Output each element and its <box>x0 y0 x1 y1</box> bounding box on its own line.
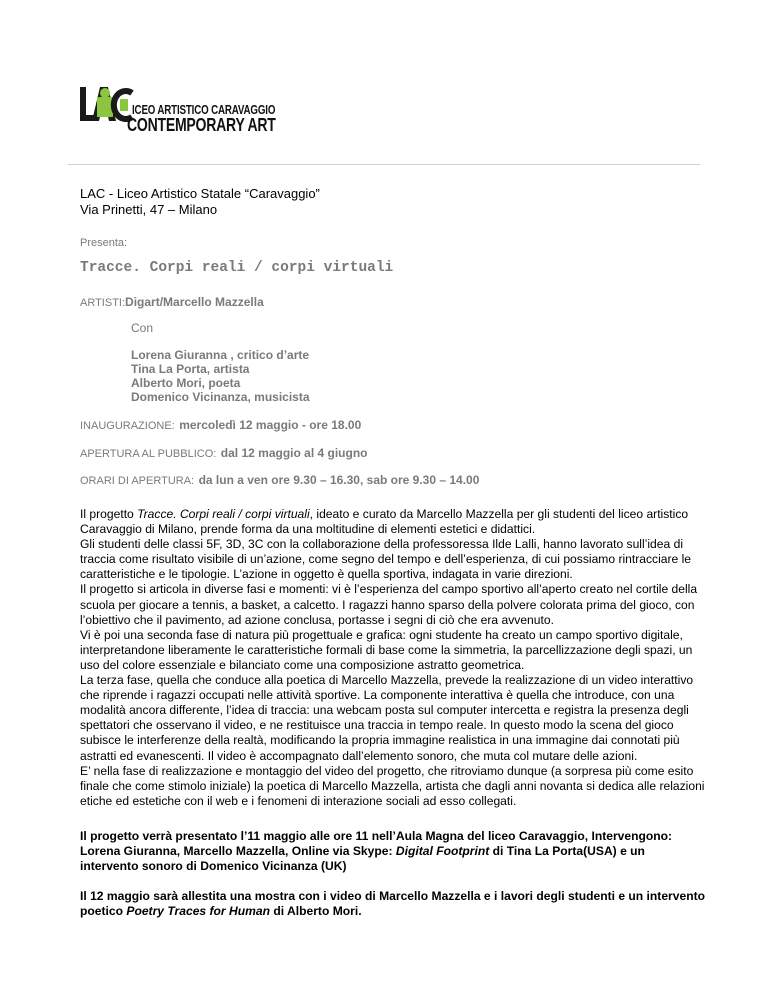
logo-text-line2: CONTEMPORARY ART <box>127 115 276 135</box>
apertura-label: APERTURA AL PUBBLICO: <box>80 448 217 460</box>
paragraph: Vi è poi una seconda fase di natura più progettuale e grafica: ogni studente ha creato un campo sportivo digitale, interpretandone liberamente le caratteristiche formali di base come la simmetria, la parcellizzazione degli spazi, un uso del colore essenziale e bilanciato come una composizione astratto geometrica. <box>80 627 693 672</box>
school-logo <box>80 83 276 153</box>
orari-value: da lun a ven ore 9.30 – 16.30, sab ore 9.30 – 14.00 <box>198 473 480 487</box>
orari-label: ORARI DI APERTURA: <box>80 475 195 487</box>
header-divider <box>68 164 700 165</box>
artist-item: Tina La Porta, artista <box>131 362 250 376</box>
lac-logo-mark <box>80 83 134 123</box>
paragraph: Il progetto si articola in diverse fasi e momenti: vi è l’esperienza del campo sportivo all’aperto creato nel cortile della scuola per giocare a tennis, a basket, a calcetto. I ragazzi hanno sparso della polvere colorata prima del gioco, con l’obiettivo che il pavimento, ad azione conclusa, portasse i segni di ciò che era avvenuto. <box>80 582 698 627</box>
school-name: LAC - Liceo Artistico Statale “Caravaggio” <box>80 186 320 201</box>
artist-item: Alberto Mori, poeta <box>131 376 241 390</box>
exhibition-title: Tracce. Corpi reali / corpi virtuali <box>80 260 394 276</box>
artists-row <box>80 293 264 311</box>
presentation-announcement: Il progetto verrà presentato l’11 maggio alle ore 11 nell’Aula Magna del liceo Caravaggio, Intervengono: Lorena Giuranna, Marcello Mazzella, Online via Skype: Digital Footprint di Tina La Porta(USA) e un intervento sonoro di Domenico Vicinanza (UK) <box>80 829 673 874</box>
exhibition-announcement: Il 12 maggio sarà allestita una mostra con i video di Marcello Mazzella e i lavori degli studenti e un intervento poetico Poetry Traces for Human di Alberto Mori. <box>80 889 706 919</box>
orari-row <box>80 471 479 489</box>
project-title-italic: Tracce. Corpi reali / corpi virtuali <box>137 507 310 521</box>
digital-footprint-title: Digital Footprint <box>395 844 490 859</box>
paragraph: Gli studenti delle classi 5F, 3D, 3C con la collaborazione della professoressa Ilde Lalli, hanno lavorato sull’idea di traccia come risultato visibile di un’azione, come segno del tempo e dell’esperienza, di cui possiamo rintracciare le caratteristiche e le tipologie. L’azione in oggetto è quella sportiva, indagata in varie direzioni. <box>80 537 692 582</box>
artists-main: Digart/Marcello Mazzella <box>125 295 264 309</box>
inaugurazione-row <box>80 416 361 434</box>
con-label: Con <box>131 321 154 335</box>
apertura-row <box>80 444 368 462</box>
poetry-traces-title: Poetry Traces for Human <box>126 904 270 919</box>
apertura-value: dal 12 maggio al 4 giugno <box>220 446 368 460</box>
paragraph: Il progetto Tracce. Corpi reali / corpi virtuali, ideato e curato da Marcello Mazzella per gli studenti del liceo artistico Caravaggio di Milano, prende forma da una moltitudine di elementi estetici e didattici. <box>80 507 689 537</box>
inaugurazione-label: INAUGURAZIONE: <box>80 420 175 432</box>
artists-label: ARTISTI: <box>80 297 126 309</box>
presenta-label: Presenta: <box>80 237 128 249</box>
paragraph: La terza fase, quella che conduce alla poetica di Marcello Mazzella, prevede la realizzazione di un video interattivo che riprende i ragazzi occupati nelle attività sportive. La componente interattiva è quella che introduce, con una modalità ancora differente, l’idea di traccia: una webcam posta sul computer intercetta e registra la presenza degli spettatori che osservano il video, e ne restituisce una traccia in tempo reale. In questo modo la scena del gioco subisce le interferenze della realtà, modificando la propria immagine realistica in una immagine dai connotati più astratti ed evanescenti. Il video è accompagnato dall’elemento sonoro, che muta col mutare delle azioni. <box>80 673 694 763</box>
logo-text-line1: ICEO ARTISTICO CARAVAGGIO <box>132 103 276 117</box>
artist-item: Lorena Giuranna , critico d’arte <box>131 348 310 362</box>
paragraph: E’ nella fase di realizzazione e montaggio del video del progetto, che ritroviamo dunque (a sorpresa più come esito finale che come stimolo iniziale) la poetica di Marcello Mazzella, artista che dagli anni novanta si dedica alle relazioni etiche ed estetiche con il web e i fenomeni di interazione sociali ad esso collegati. <box>80 763 705 808</box>
project-description <box>80 507 706 809</box>
school-address: Via Prinetti, 47 – Milano <box>80 202 218 217</box>
inaugurazione-value: mercoledì 12 maggio - ore 18.00 <box>179 418 362 432</box>
artist-item: Domenico Vicinanza, musicista <box>131 390 310 404</box>
